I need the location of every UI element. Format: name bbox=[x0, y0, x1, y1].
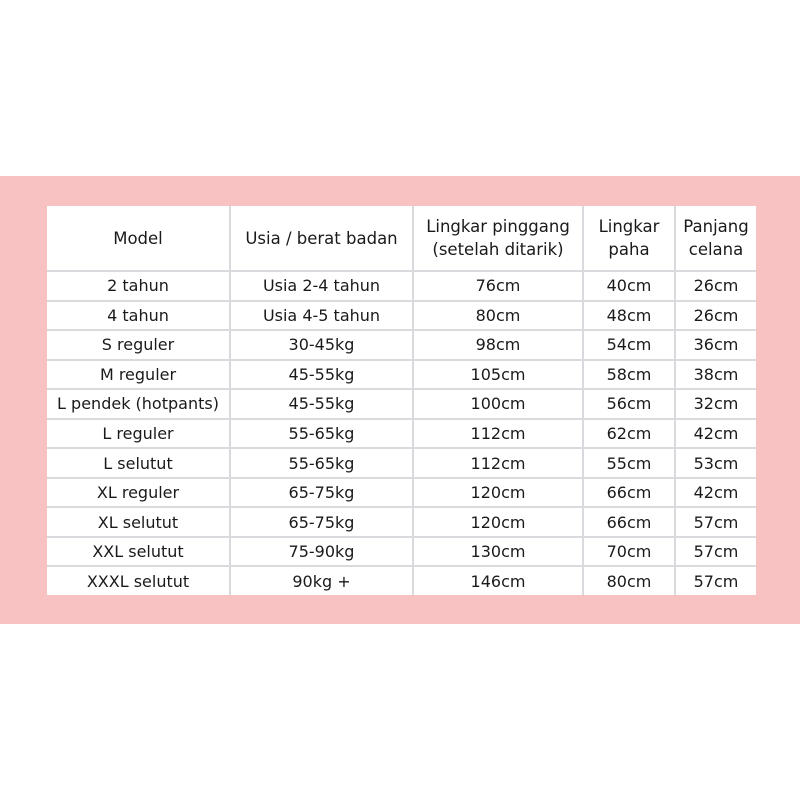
cell-age-weight: 55-65kg bbox=[230, 448, 413, 478]
cell-age-weight: 90kg + bbox=[230, 566, 413, 595]
cell-age-weight: 45-55kg bbox=[230, 389, 413, 419]
header-line: Lingkar bbox=[598, 217, 660, 236]
cell-age-weight: 55-65kg bbox=[230, 419, 413, 449]
cell-thigh: 66cm bbox=[583, 478, 675, 508]
cell-waist: 112cm bbox=[413, 419, 583, 449]
cell-age-weight: Usia 2-4 tahun bbox=[230, 271, 413, 301]
size-chart-body bbox=[47, 271, 756, 595]
cell-model: XXXL selutut bbox=[47, 566, 230, 595]
cell-model: 4 tahun bbox=[47, 301, 230, 331]
cell-waist: 112cm bbox=[413, 448, 583, 478]
cell-age-weight: 45-55kg bbox=[230, 360, 413, 390]
table-row bbox=[47, 507, 756, 537]
cell-model: L pendek (hotpants) bbox=[47, 389, 230, 419]
cell-thigh: 40cm bbox=[583, 271, 675, 301]
cell-model: L reguler bbox=[47, 419, 230, 449]
cell-waist: 146cm bbox=[413, 566, 583, 595]
table-row bbox=[47, 537, 756, 567]
cell-length: 57cm bbox=[675, 507, 756, 537]
cell-waist: 105cm bbox=[413, 360, 583, 390]
cell-thigh: 56cm bbox=[583, 389, 675, 419]
cell-model: XL reguler bbox=[47, 478, 230, 508]
cell-age-weight: 30-45kg bbox=[230, 330, 413, 360]
cell-age-weight: 65-75kg bbox=[230, 507, 413, 537]
cell-thigh: 70cm bbox=[583, 537, 675, 567]
cell-length: 32cm bbox=[675, 389, 756, 419]
table-row bbox=[47, 448, 756, 478]
cell-model: L selutut bbox=[47, 448, 230, 478]
header-line: Usia / berat badan bbox=[245, 228, 398, 248]
size-chart-header bbox=[47, 206, 756, 271]
cell-model: S reguler bbox=[47, 330, 230, 360]
header-row bbox=[47, 206, 756, 271]
table-row bbox=[47, 566, 756, 595]
cell-thigh: 55cm bbox=[583, 448, 675, 478]
cell-length: 26cm bbox=[675, 301, 756, 331]
header-line: Lingkar pinggang bbox=[426, 217, 570, 236]
table-row bbox=[47, 389, 756, 419]
cell-length: 36cm bbox=[675, 330, 756, 360]
header-waist bbox=[413, 206, 583, 271]
header-line: celana bbox=[688, 240, 744, 259]
cell-length: 42cm bbox=[675, 478, 756, 508]
cell-thigh: 80cm bbox=[583, 566, 675, 595]
table-row bbox=[47, 360, 756, 390]
header-line: paha bbox=[608, 240, 650, 259]
header-model bbox=[47, 206, 230, 271]
cell-age-weight: 75-90kg bbox=[230, 537, 413, 567]
header-age-weight bbox=[230, 206, 413, 271]
table-row bbox=[47, 330, 756, 360]
header-line: Panjang bbox=[683, 217, 749, 236]
cell-length: 57cm bbox=[693, 571, 739, 591]
cell-thigh: 58cm bbox=[583, 360, 675, 390]
cell-age-weight: Usia 4-5 tahun bbox=[230, 301, 413, 331]
cell-model: 2 tahun bbox=[47, 271, 230, 301]
table-row bbox=[47, 301, 756, 331]
header-length bbox=[675, 206, 756, 271]
header-thigh bbox=[583, 206, 675, 271]
cell-thigh: 66cm bbox=[583, 507, 675, 537]
cell-waist: 80cm bbox=[413, 301, 583, 331]
cell-waist: 120cm bbox=[413, 478, 583, 508]
cell-thigh: 62cm bbox=[583, 419, 675, 449]
table-row bbox=[47, 478, 756, 508]
cell-length: 26cm bbox=[675, 271, 756, 301]
cell-waist: 98cm bbox=[413, 330, 583, 360]
cell-waist: 130cm bbox=[413, 537, 583, 567]
size-chart-card bbox=[47, 206, 756, 595]
size-chart-table bbox=[47, 206, 756, 595]
cell-length: 53cm bbox=[675, 448, 756, 478]
cell-age-weight: 65-75kg bbox=[230, 478, 413, 508]
table-row bbox=[47, 419, 756, 449]
cell-waist: 120cm bbox=[413, 507, 583, 537]
cell-model: M reguler bbox=[47, 360, 230, 390]
table-row bbox=[47, 271, 756, 301]
cell-thigh: 48cm bbox=[583, 301, 675, 331]
cell-waist: 76cm bbox=[413, 271, 583, 301]
cell-model: XXL selutut bbox=[47, 537, 230, 567]
cell-length: 42cm bbox=[675, 419, 756, 449]
cell-model: XL selutut bbox=[47, 507, 230, 537]
header-line: (setelah ditarik) bbox=[432, 240, 564, 259]
cell-length: 38cm bbox=[675, 360, 756, 390]
cell-waist: 100cm bbox=[413, 389, 583, 419]
cell-length: 57cm bbox=[675, 537, 756, 567]
header-line: Model bbox=[113, 228, 163, 248]
cell-thigh: 54cm bbox=[583, 330, 675, 360]
